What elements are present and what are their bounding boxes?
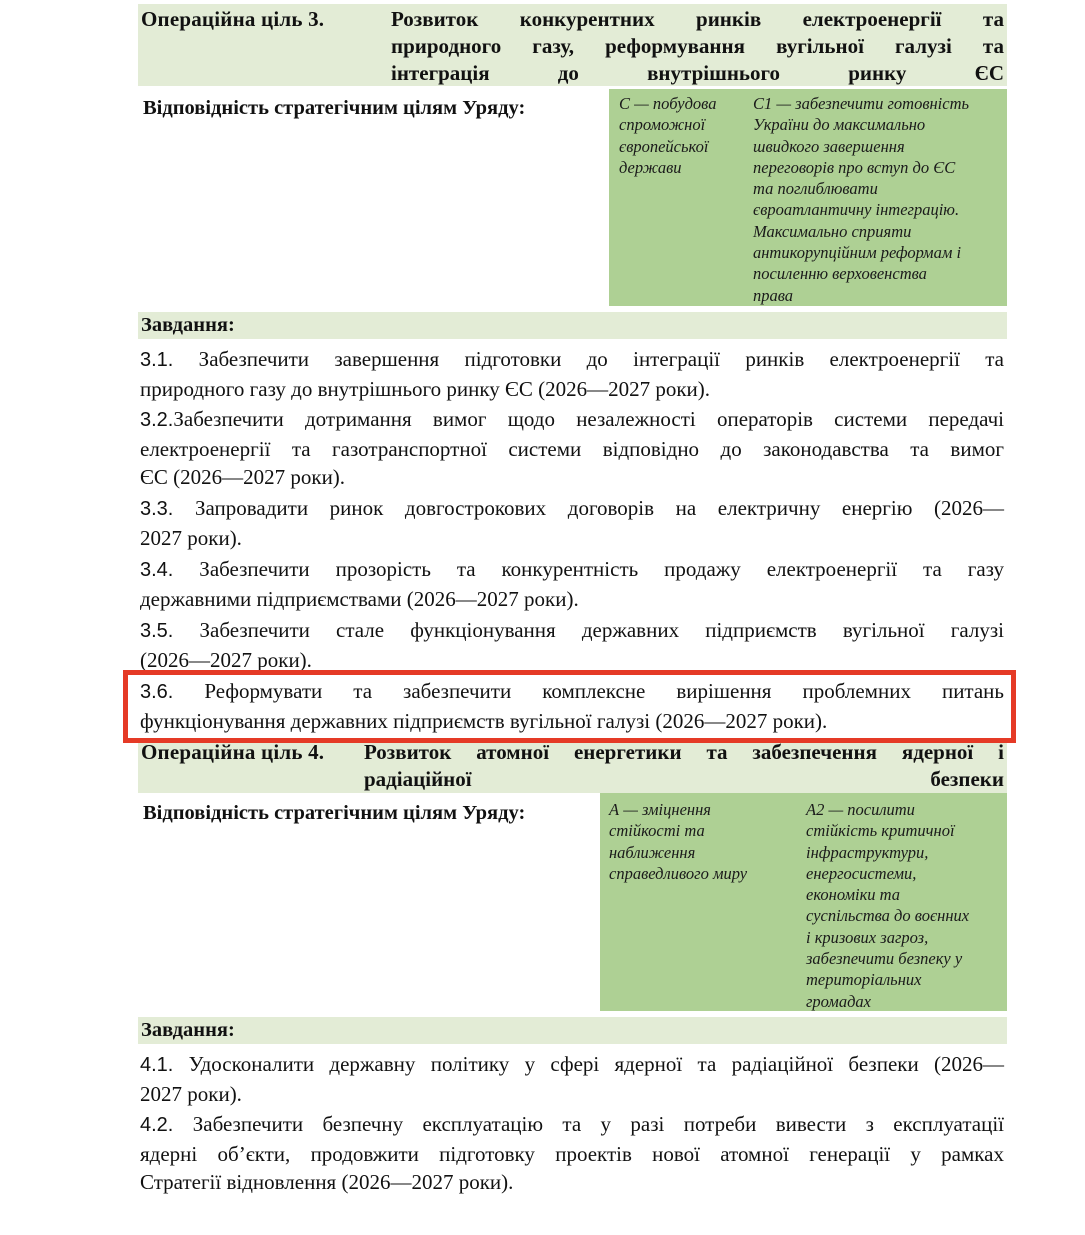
task-text: Удосконалити державну політику у сфері ядерної та радіаційної безпеки (2026—	[188, 1052, 1005, 1076]
task-3-2	[140, 405, 1004, 492]
task-text: електроенергії та газотранспортної системи відповідно до законодавства та вимог	[140, 436, 1004, 461]
goal3-title-line: природного газу, реформування вугільної галузі та	[391, 34, 1004, 58]
goal3-title	[391, 6, 1004, 87]
task-number: 3.1.	[140, 349, 174, 371]
goal-line: спроможної	[619, 115, 706, 135]
task-text: 2027 роки).	[140, 1081, 242, 1106]
goal-line: економіки та	[806, 885, 901, 905]
goal3-tasks-label: Завдання:	[138, 312, 1007, 339]
task-number: 4.2.	[140, 1114, 174, 1136]
goal-line: А2 — посилити	[806, 800, 915, 819]
goal4-label: Операційна ціль 4.	[141, 740, 325, 764]
goal4-title	[364, 739, 1004, 793]
task-text: Забезпечити стале функціонування державних підприємств вугільної галузі	[199, 618, 1004, 642]
goal-line: інфраструктури,	[806, 842, 929, 862]
task-text: Забезпечити прозорість та конкурентність продажу електроенергії та газу	[199, 557, 1005, 581]
goal-line: суспільства до воєнних	[806, 906, 970, 926]
goal-line: стійкості та	[609, 821, 705, 841]
goal4-strategic-goal-2	[806, 799, 969, 1012]
goal4-correspondence-label: Відповідність стратегічним цілям Уряду:	[143, 802, 526, 824]
task-text: Запровадити ринок довгострокових договорів на електричну енергію (2026—	[194, 496, 1005, 520]
goal4-title-line: радіаційної безпеки	[364, 767, 1004, 791]
task-text: 2027 роки).	[140, 525, 242, 550]
goal-line: забезпечити безпеку у	[806, 949, 963, 969]
goal-line: С1 — забезпечити готовність	[753, 94, 970, 113]
task-3-3	[140, 494, 1004, 552]
goal3-title-line: інтеграція до внутрішнього ринку ЄС	[391, 61, 1004, 85]
task-text: Забезпечити дотримання вимог щодо незалежності операторів системи передачі	[173, 407, 1004, 431]
task-number: 4.1.	[140, 1054, 174, 1076]
task-text: ЄС (2026—2027 роки).	[140, 465, 346, 489]
task-text: природного газу до внутрішнього ринку ЄС (2026—2027 роки).	[140, 376, 711, 401]
task-number: 3.6.	[140, 681, 174, 703]
task-text: Забезпечити безпечну експлуатацію та у разі потреби вивести з експлуатації	[192, 1112, 1004, 1136]
goal-line: держави	[619, 157, 682, 177]
task-3-4	[140, 555, 1004, 613]
goal4-title-line: Розвиток атомної енергетики та забезпечення ядерної і	[364, 740, 1004, 764]
task-number: 3.2.	[140, 409, 174, 431]
goal3-title-line: Розвиток конкурентних ринків електроенергії та	[391, 7, 1004, 31]
goal-line: наближення	[609, 842, 696, 862]
goal-line: і кризових загроз,	[806, 927, 929, 947]
goal-line: переговорів про вступ до ЄС	[753, 157, 956, 177]
goal-line: та поглиблювати	[753, 179, 878, 199]
task-text: Стратегії відновлення (2026—2027 роки).	[140, 1170, 514, 1194]
goal-line: антикорупційним реформам і	[753, 243, 962, 263]
goal3-strategic-goal-2	[753, 93, 969, 306]
goal-line: громадах	[806, 991, 872, 1011]
task-text: державними підприємствами (2026—2027 роки).	[140, 586, 579, 611]
task-3-5	[140, 616, 1004, 674]
goal-line: Максимально сприяти	[753, 221, 912, 241]
task-number: 3.3.	[140, 498, 174, 520]
task-text: Реформувати та забезпечити комплексне вирішення проблемних питань	[204, 679, 1004, 703]
goal-line: С — побудова	[619, 94, 717, 113]
goal-line: стійкість критичної	[806, 821, 955, 841]
task-number: 3.5.	[140, 620, 174, 642]
goal-line: права	[753, 285, 794, 305]
task-text: (2026—2027 роки).	[140, 647, 312, 672]
goal-line: швидкого завершення	[753, 136, 905, 156]
goal-line: А — зміцнення	[609, 800, 711, 819]
goal-line: територіальних	[806, 970, 922, 990]
goal-line: справедливого миру	[609, 863, 748, 883]
goal-line: енергосистеми,	[806, 863, 917, 883]
task-number: 3.4.	[140, 559, 174, 581]
goal-line: посиленню верховенства	[753, 264, 927, 284]
task-text: ядерні об’єкти, продовжити підготовку проектів нової атомної генерації у рамках	[140, 1141, 1004, 1166]
task-4-1	[140, 1050, 1004, 1108]
task-text: функціонування державних підприємств вугільної галузі (2026—2027 роки).	[140, 708, 828, 733]
goal3-correspondence-label: Відповідність стратегічним цілям Уряду:	[143, 97, 526, 119]
goal4-tasks-label: Завдання:	[138, 1017, 1007, 1044]
goal-line: європейської	[619, 136, 709, 156]
goal4-strategic-goal-1	[609, 799, 747, 884]
task-text: Забезпечити завершення підготовки до інтеграції ринків електроенергії та	[198, 347, 1004, 371]
goal-line: євроатлантичну інтеграцію.	[753, 200, 960, 220]
task-3-6	[140, 677, 1004, 735]
task-3-1	[140, 345, 1004, 403]
goal3-strategic-goal-1	[619, 93, 716, 178]
goal-line: України до максимально	[753, 115, 926, 135]
goal3-label: Операційна ціль 3.	[141, 7, 325, 31]
task-4-2	[140, 1110, 1004, 1197]
